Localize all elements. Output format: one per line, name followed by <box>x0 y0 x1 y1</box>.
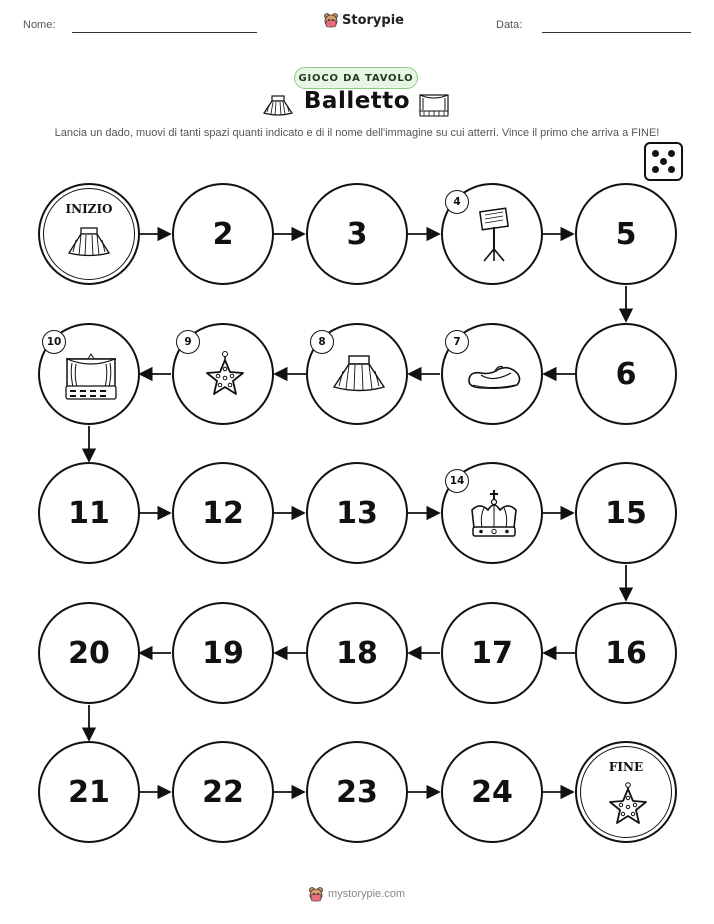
space-number: 24 <box>471 774 513 810</box>
date-label: Data: <box>496 19 523 31</box>
name-label: Nome: <box>23 19 56 31</box>
page-title: Balletto <box>303 88 411 114</box>
space-number-badge: 8 <box>310 330 334 354</box>
board-space-18 <box>306 602 408 704</box>
music-stand-icon <box>476 207 512 263</box>
board-space-4 <box>441 183 543 285</box>
board-space-9 <box>172 323 274 425</box>
board-space-5 <box>575 183 677 285</box>
space-number-badge: 10 <box>42 330 66 354</box>
brand-name: Storypie <box>342 12 404 28</box>
board-space-6 <box>575 323 677 425</box>
board-space-14 <box>441 462 543 564</box>
board-space-16 <box>575 602 677 704</box>
space-number: 15 <box>605 495 647 531</box>
board-space-3 <box>306 183 408 285</box>
space-number: 22 <box>202 774 244 810</box>
game-type-badge: GIOCO DA TAVOLO <box>294 67 418 89</box>
board-space-15 <box>575 462 677 564</box>
space-number: 2 <box>212 216 234 252</box>
space-number-badge: 4 <box>445 190 469 214</box>
space-number: 23 <box>336 774 378 810</box>
space-number: 5 <box>615 216 637 252</box>
space-number: 11 <box>68 495 110 531</box>
board-space-8 <box>306 323 408 425</box>
board-space-20 <box>38 602 140 704</box>
space-number: 18 <box>336 635 378 671</box>
space-number: 16 <box>605 635 647 671</box>
instructions-text: Lancia un dado, muovi di tanti spazi quanti indicato e di il nome dell'immagine su cui atterri. Vince il primo che arriva a FINE! <box>54 127 660 139</box>
crown-icon <box>468 488 520 542</box>
space-number-badge: 14 <box>445 469 469 493</box>
board-space-start <box>38 183 140 285</box>
space-number: 12 <box>202 495 244 531</box>
space-number: 20 <box>68 635 110 671</box>
board-space-7 <box>441 323 543 425</box>
start-label: INIZIO <box>65 202 113 216</box>
space-number: 6 <box>615 356 637 392</box>
tutu-icon <box>66 225 112 259</box>
bear-mascot-icon <box>308 886 324 902</box>
star-icon <box>203 350 247 400</box>
board-space-19 <box>172 602 274 704</box>
board-space-2 <box>172 183 274 285</box>
space-number: 17 <box>471 635 513 671</box>
board-space-21 <box>38 741 140 843</box>
footer-site[interactable]: mystorypie.com <box>328 888 406 900</box>
board-space-13 <box>306 462 408 564</box>
theater-stage-icon <box>64 353 118 401</box>
star-icon <box>606 781 650 827</box>
board-space-23 <box>306 741 408 843</box>
space-number: 13 <box>336 495 378 531</box>
board-space-10 <box>38 323 140 425</box>
space-number-badge: 9 <box>176 330 200 354</box>
finish-label: FINE <box>608 760 644 774</box>
board-space-finish <box>575 741 677 843</box>
board-space-22 <box>172 741 274 843</box>
footer <box>308 886 405 902</box>
space-number: 19 <box>202 635 244 671</box>
tutu-icon <box>331 353 387 395</box>
board-space-12 <box>172 462 274 564</box>
space-number-badge: 7 <box>445 330 469 354</box>
space-number: 21 <box>68 774 110 810</box>
board-space-24 <box>441 741 543 843</box>
ballet-shoe-icon <box>465 361 523 391</box>
space-number: 3 <box>346 216 368 252</box>
board-space-11 <box>38 462 140 564</box>
board-space-17 <box>441 602 543 704</box>
